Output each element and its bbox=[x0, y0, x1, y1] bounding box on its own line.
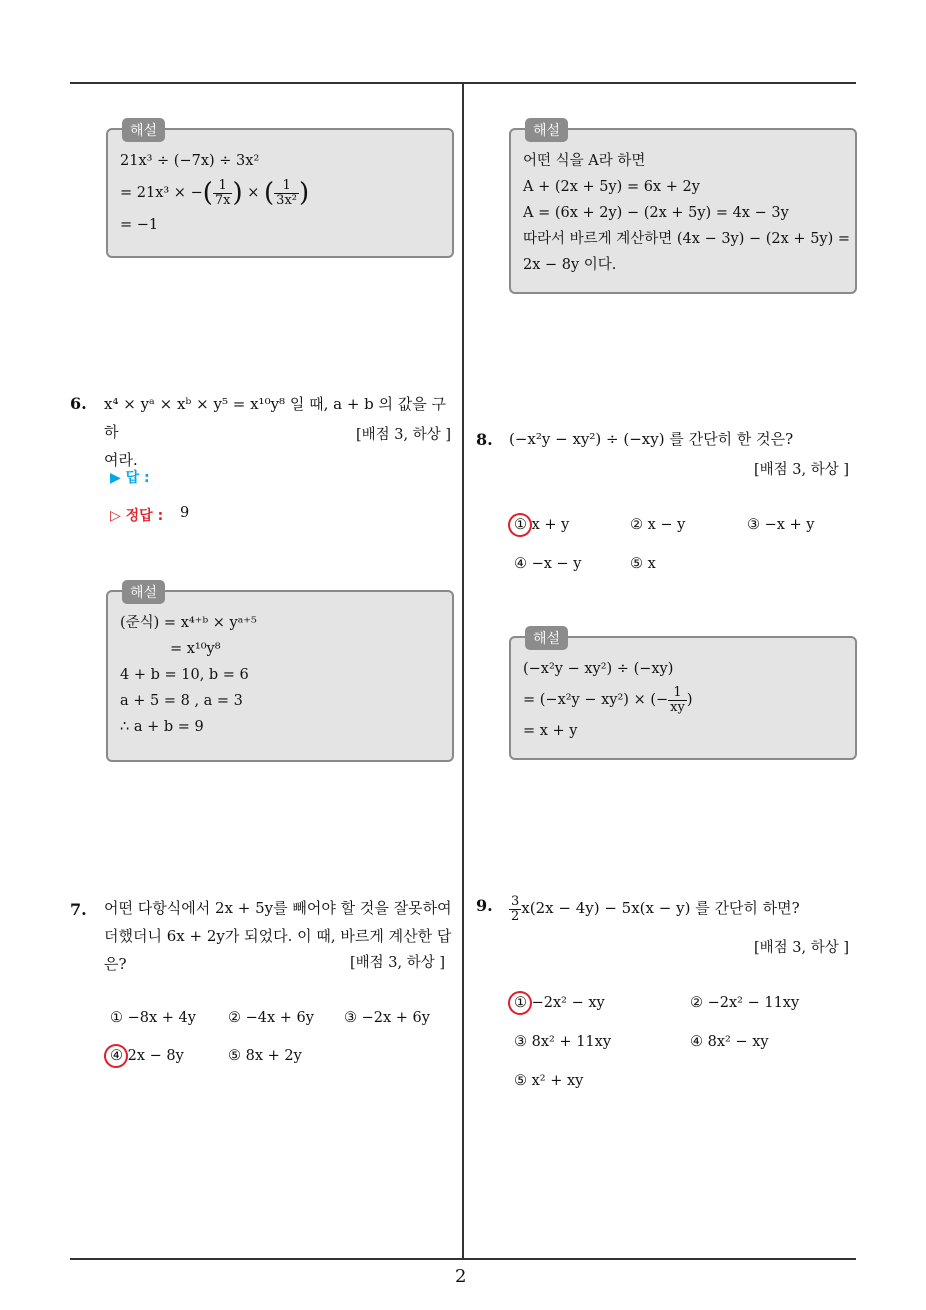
q7-number: 7. bbox=[70, 900, 87, 919]
q8-solution-line1: (−x²y − xy²) ÷ (−xy) bbox=[523, 661, 674, 677]
q6-solution-line: 4 + b = 10, b = 6 bbox=[120, 667, 249, 683]
solution-tag: 해설 bbox=[122, 580, 165, 604]
q8-solution-line3: = x + y bbox=[523, 723, 578, 739]
solution-tag: 해설 bbox=[122, 118, 165, 142]
q9-number: 9. bbox=[476, 896, 493, 915]
q7-solution-line: 어떤 식을 A라 하면 bbox=[523, 153, 646, 169]
q6-solution-line: = x¹⁰y⁸ bbox=[170, 641, 221, 657]
q6-text: x⁴ × yᵃ × xᵇ × y⁵ = x¹⁰y⁸ 일 때, a + b 의 값을 구하 여라. bbox=[104, 395, 447, 469]
q6-number: 6. bbox=[70, 394, 87, 413]
q7-meta: [배점 3, 하상 ] bbox=[350, 955, 446, 971]
q7-solution-box bbox=[509, 123, 857, 294]
q8-meta: [배점 3, 하상 ] bbox=[754, 462, 850, 478]
q6-solution-line: a + 5 = 8 , a = 3 bbox=[120, 693, 243, 709]
q5-solution-line1: 21x³ ÷ (−7x) ÷ 3x² bbox=[120, 153, 260, 169]
q8-choice[interactable]: ③ −x + y bbox=[747, 517, 815, 533]
q8-choice[interactable]: ⑤ x bbox=[630, 556, 656, 572]
q5-solution-line3: = −1 bbox=[120, 217, 159, 233]
q5-solution-box bbox=[106, 123, 454, 258]
q6-correct-value: 9 bbox=[180, 505, 190, 521]
q7-answer-circle bbox=[101, 1041, 132, 1072]
q6-answer-label: ▶ 답 : bbox=[110, 470, 150, 486]
q8-answer-circle bbox=[505, 510, 536, 541]
q8-solution-box bbox=[509, 631, 857, 760]
q6-correct-label: ▷ 정답 : bbox=[110, 508, 164, 524]
q9-choice-correct[interactable]: ① −2x² − xy bbox=[514, 995, 605, 1011]
q8-choice-correct[interactable]: ① x + y bbox=[514, 517, 570, 533]
solution-tag: 해설 bbox=[525, 626, 568, 650]
q7-choice[interactable]: ① −8x + 4y bbox=[110, 1010, 196, 1026]
q7-solution-line: A + (2x + 5y) = 6x + 2y bbox=[523, 179, 700, 195]
q7-choice[interactable]: ③ −2x + 6y bbox=[344, 1010, 430, 1026]
q7-choice-correct[interactable]: ④ 2x − 8y bbox=[110, 1048, 184, 1064]
solution-tag: 해설 bbox=[525, 118, 568, 142]
column-divider bbox=[462, 82, 464, 1259]
q6-meta: [배점 3, 하상 ] bbox=[356, 427, 452, 443]
q9-text: $\frac{3}{2}$ x(2x − 4y) − 5x(x − y) 를 간단히 하면? bbox=[511, 893, 800, 924]
q6-solution-box bbox=[106, 585, 454, 762]
page-number: 2 bbox=[455, 1266, 467, 1287]
q7-choice[interactable]: ② −4x + 6y bbox=[228, 1010, 314, 1026]
q8-number: 8. bbox=[476, 430, 493, 449]
q6-solution-line: (준식) = x⁴⁺ᵇ × yᵃ⁺⁵ bbox=[120, 615, 257, 631]
q7-solution-line: 따라서 바르게 계산하면 (4x − 3y) − (2x + 5y) = bbox=[523, 231, 851, 247]
q8-solution-line2: = (−x²y − xy²) × (− $\frac{1}{xy}$ ) bbox=[523, 684, 693, 715]
q8-choice[interactable]: ④ −x − y bbox=[514, 556, 582, 572]
q6-solution-line: ∴ a + b = 9 bbox=[120, 719, 204, 735]
q7-text: 어떤 다항식에서 2x + 5y를 빼어야 할 것을 잘못하여 더했더니 6x + 2y가 되었다. 이 때, 바르게 계산한 답 은? bbox=[104, 899, 452, 973]
q9-meta: [배점 3, 하상 ] bbox=[754, 940, 850, 956]
q7-solution-line: 2x − 8y 이다. bbox=[523, 257, 617, 273]
q9-answer-circle bbox=[505, 988, 536, 1019]
q9-choice[interactable]: ③ 8x² + 11xy bbox=[514, 1034, 612, 1050]
q8-choice[interactable]: ② x − y bbox=[630, 517, 686, 533]
q7-choice[interactable]: ⑤ 8x + 2y bbox=[228, 1048, 302, 1064]
q9-choice[interactable]: ⑤ x² + xy bbox=[514, 1073, 584, 1089]
q9-choice[interactable]: ② −2x² − 11xy bbox=[690, 995, 800, 1011]
q5-solution-line2: = 21x³ × −( $\frac{1}{7x}$ ) × ( $\frac{1}{\text{3x²}}$ ) bbox=[120, 177, 310, 208]
q8-text: (−x²y − xy²) ÷ (−xy) 를 간단히 한 것은? bbox=[509, 430, 794, 448]
q9-choice[interactable]: ④ 8x² − xy bbox=[690, 1034, 769, 1050]
q7-solution-line: A = (6x + 2y) − (2x + 5y) = 4x − 3y bbox=[523, 205, 789, 221]
